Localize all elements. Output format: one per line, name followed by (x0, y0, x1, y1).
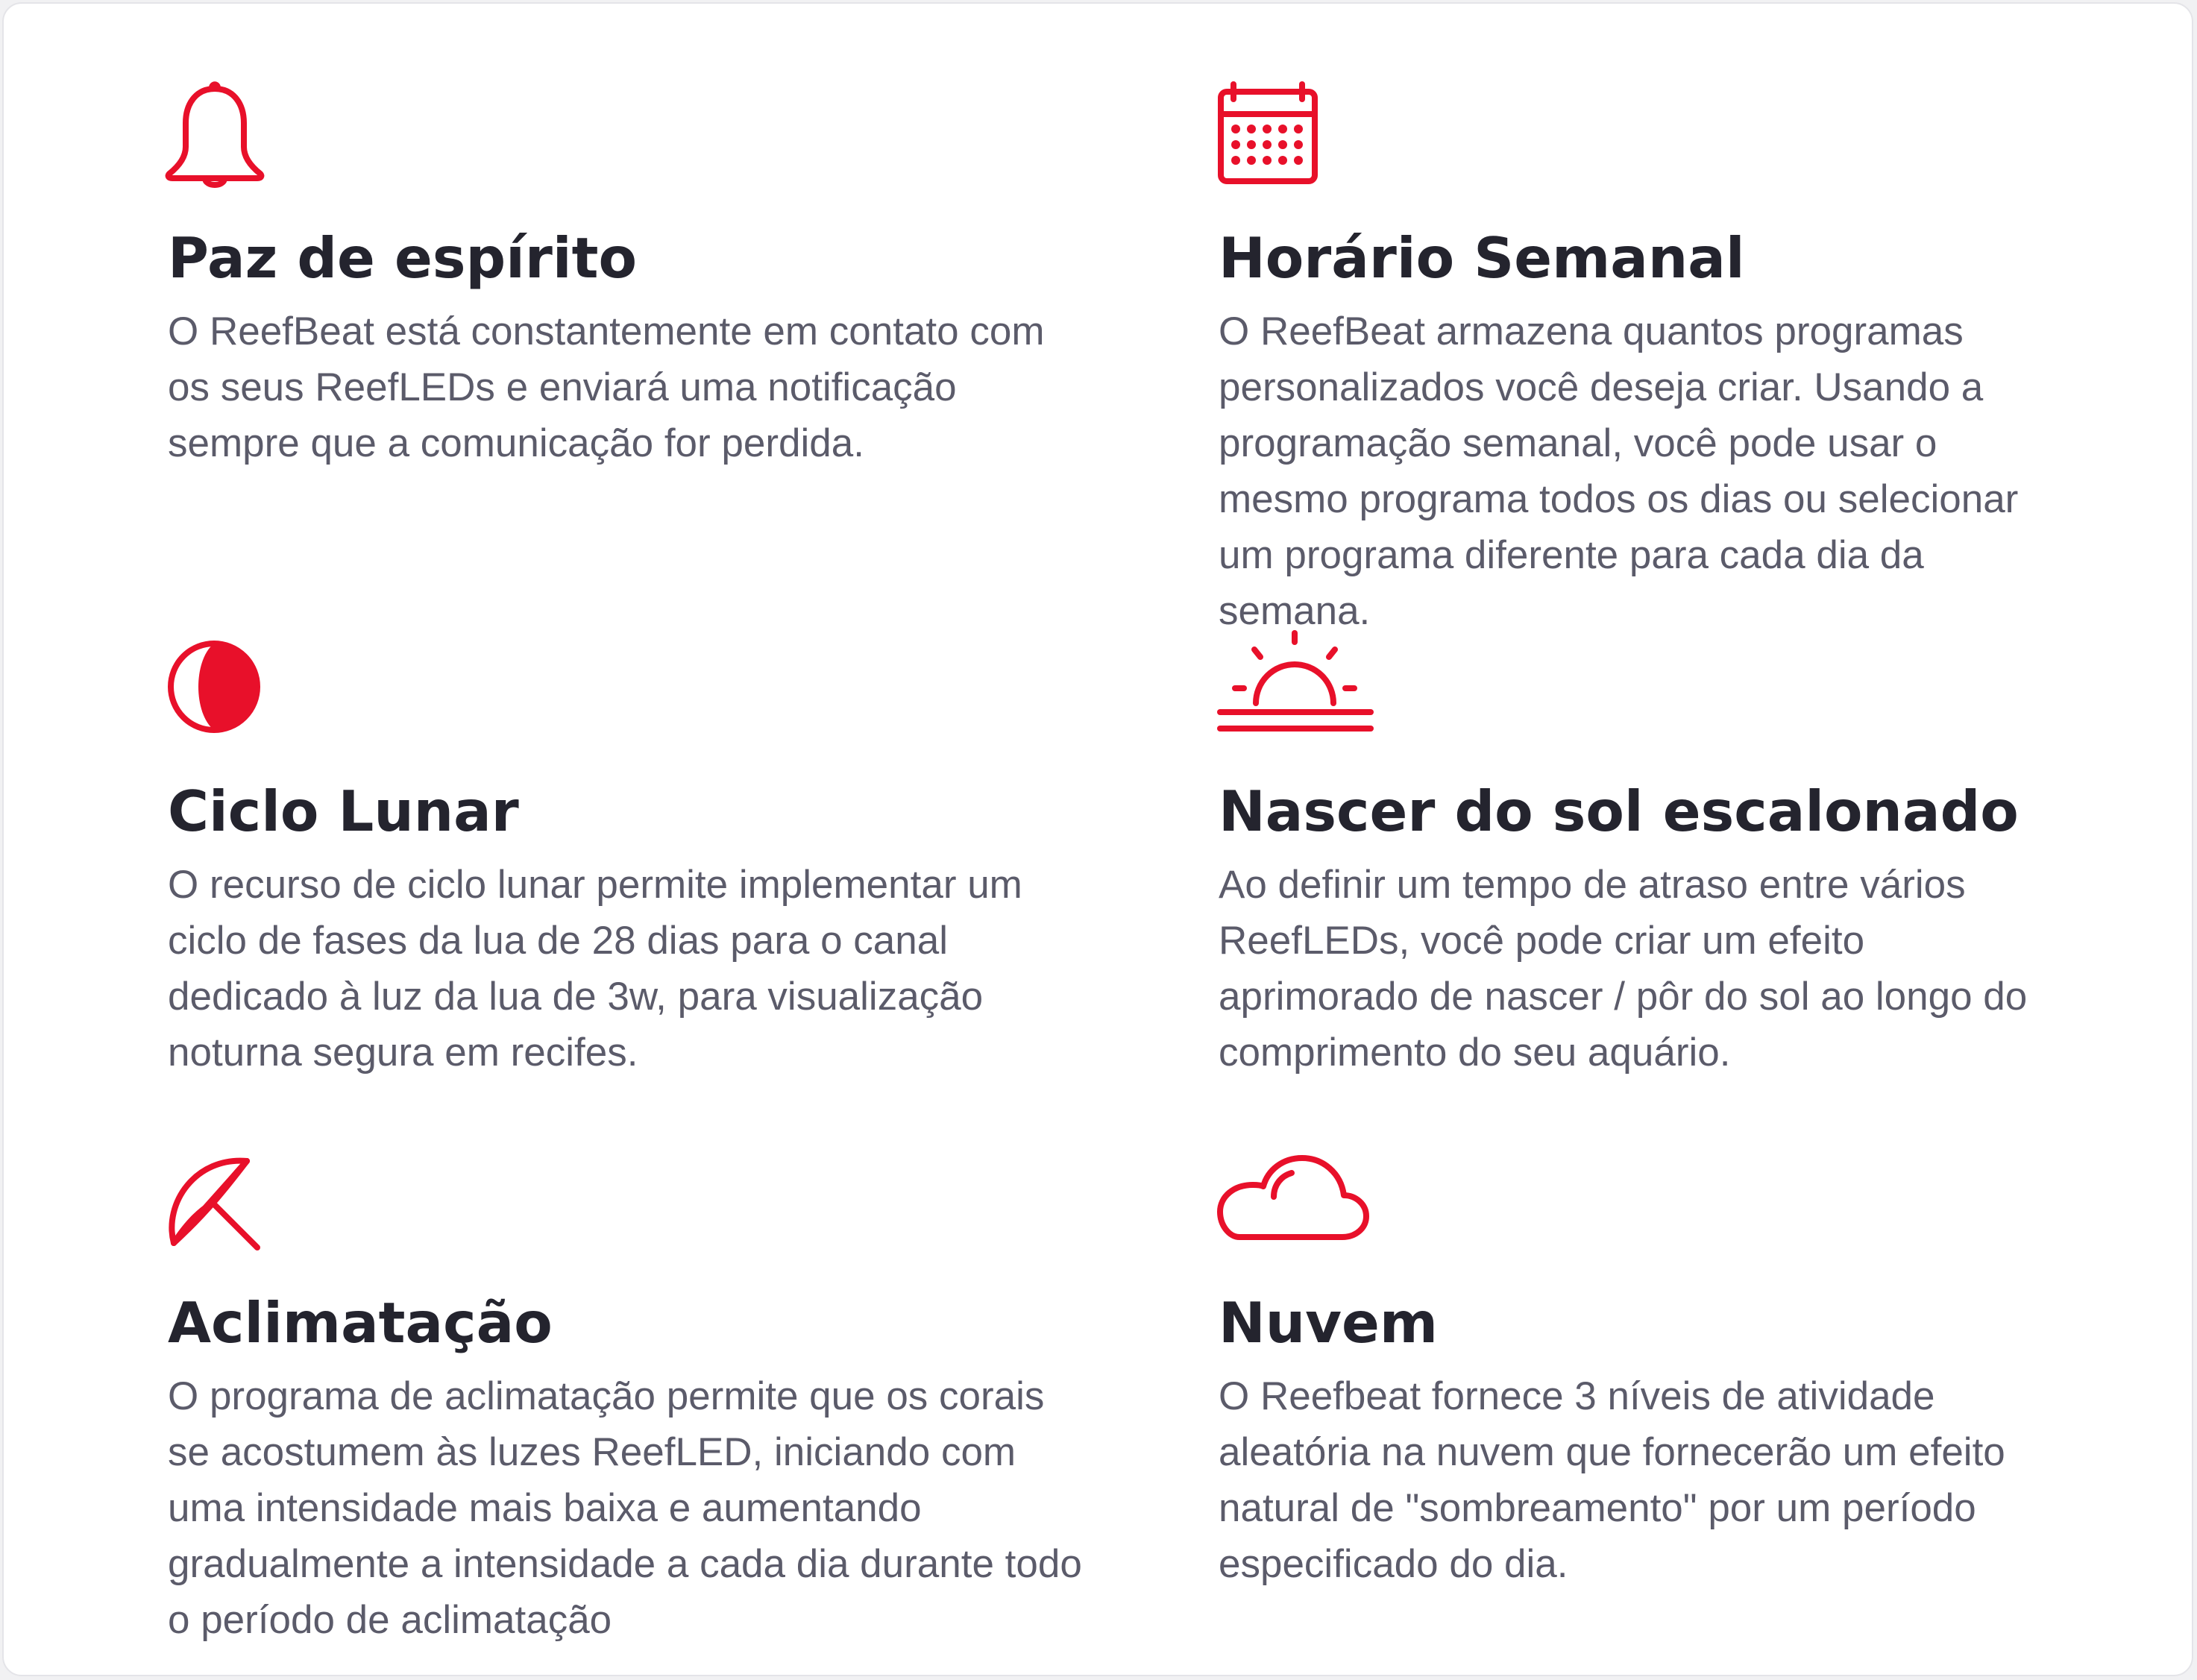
calendar-icon (1217, 81, 1321, 186)
feature-title: Horário Semanal (1219, 225, 1745, 291)
feature-title: Paz de espírito (168, 225, 637, 291)
umbrella-icon (166, 1151, 278, 1255)
sunrise-icon (1217, 639, 1374, 736)
feature-description: O ReefBeat está constantemente em contato com os seus ReefLEDs e enviará uma notificação sempre que a comunicação for perdida. (168, 309, 1045, 465)
feature-title: Aclimatação (168, 1290, 553, 1356)
feature-title: Nascer do sol escalonado (1219, 778, 2019, 844)
cloud-icon (1217, 1151, 1374, 1240)
feature-description: O recurso de ciclo lunar permite implementar um ciclo de fases da lua de 28 dias para o canal dedicado à luz da lua de 3w, para visualização noturna segura em recifes. (168, 863, 1022, 1075)
feature-description: O ReefBeat armazena quantos programas personalizados você deseja criar. Usando a programação semanal, você pode usar o mesmo programa todos os dias ou selecionar um programa diferente para cada dia da semana. (1219, 309, 2019, 633)
bell-icon (166, 81, 271, 193)
feature-title: Ciclo Lunar (168, 778, 519, 844)
features-card (2, 2, 2193, 1676)
feature-title: Nuvem (1219, 1290, 1439, 1356)
feature-description: O Reefbeat fornece 3 níveis de atividade aleatória na nuvem que fornecerão um efeito natural de "sombreamento" por um período especificado do dia. (1219, 1374, 2005, 1586)
moon-icon (166, 639, 263, 736)
feature-description: O programa de aclimatação permite que os corais se acostumem às luzes ReefLED, iniciando com uma intensidade mais baixa e aumentando gradualmente a intensidade a cada dia durante todo o período de aclimatação (168, 1374, 1082, 1642)
feature-description: Ao definir um tempo de atraso entre vários ReefLEDs, você pode criar um efeito aprimorado de nascer / pôr do sol ao longo do comprimento do seu aquário. (1219, 863, 2028, 1075)
